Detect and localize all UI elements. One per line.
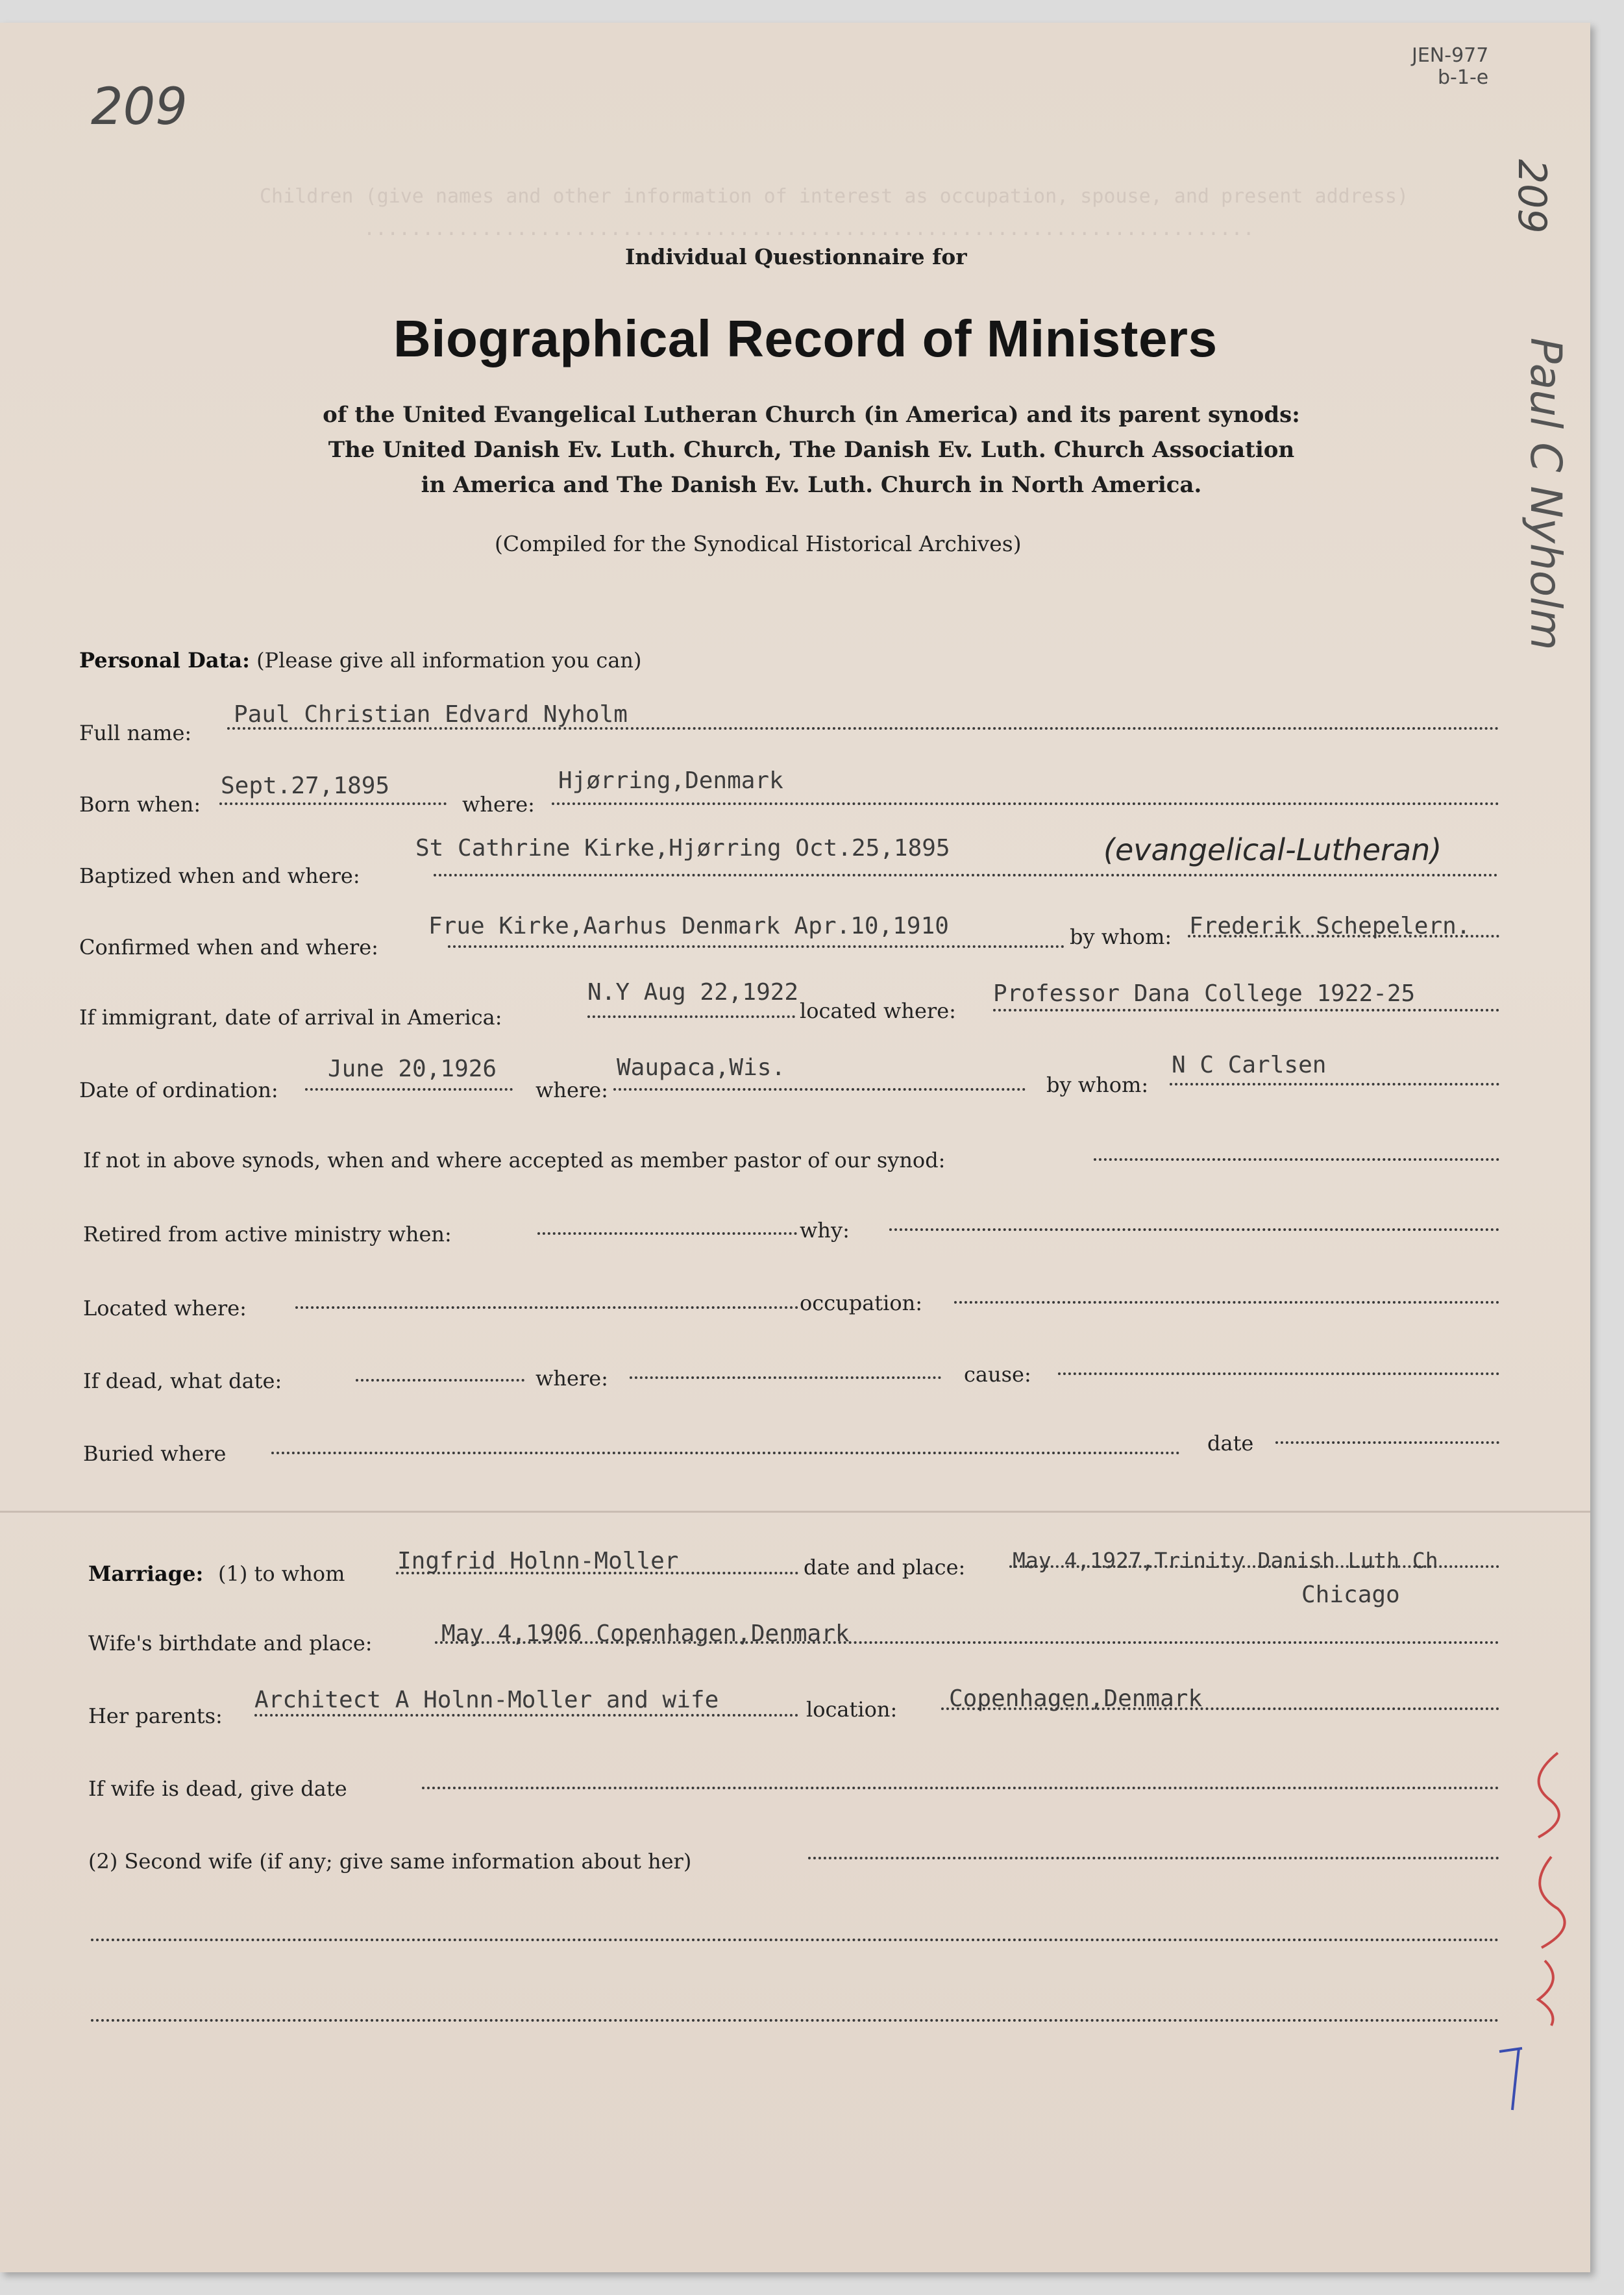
ordination-by-label: by whom: bbox=[1046, 1073, 1149, 1097]
born-where-value: Hjørring,Denmark bbox=[558, 767, 783, 794]
located-label: located where: bbox=[800, 999, 956, 1023]
date-place-value-line2: Chicago bbox=[1301, 1582, 1400, 1608]
ordination-label: Date of ordination: bbox=[79, 1078, 278, 1102]
margin-number-annotation: 209 bbox=[1509, 159, 1555, 234]
dead-date-label: If dead, what date: bbox=[83, 1369, 282, 1393]
located-where-line[interactable] bbox=[295, 1306, 798, 1309]
born-where-line[interactable] bbox=[552, 802, 1499, 805]
first-wife-label: (1) to whom bbox=[218, 1561, 345, 1586]
ordination-where-line[interactable] bbox=[613, 1088, 1026, 1091]
immigrant-line[interactable] bbox=[587, 1015, 795, 1018]
born-when-line[interactable] bbox=[219, 802, 447, 805]
cause-label: cause: bbox=[964, 1362, 1031, 1387]
dead-date-line[interactable] bbox=[356, 1379, 524, 1382]
born-when-label: Born when: bbox=[79, 792, 201, 817]
dead-where-label: where: bbox=[535, 1366, 608, 1391]
baptized-line[interactable] bbox=[434, 874, 1498, 876]
buried-date-label: date bbox=[1207, 1431, 1254, 1456]
immigrant-value: N.Y Aug 22,1922 bbox=[587, 979, 799, 1006]
ordination-by-line[interactable] bbox=[1170, 1083, 1499, 1085]
why-line[interactable] bbox=[889, 1228, 1499, 1231]
immigrant-label: If immigrant, date of arrival in America: bbox=[79, 1005, 502, 1030]
section-note: (Please give all information you can) bbox=[256, 648, 642, 673]
bleed-through-text: Children (give names and other information of interest as occupation, spouse, and present address) bbox=[260, 185, 1409, 208]
page-title: Biographical Record of Ministers bbox=[393, 310, 1218, 367]
buried-date-line[interactable] bbox=[1275, 1441, 1499, 1444]
wife-dead-label: If wife is dead, give date bbox=[88, 1776, 347, 1801]
marriage-label bbox=[88, 1561, 203, 1586]
confirmed-label: Confirmed when and where: bbox=[79, 935, 378, 960]
first-wife-value: Ingfrid Holnn-Moller bbox=[397, 1548, 679, 1574]
wife-birth-label: Wife's birthdate and place: bbox=[88, 1631, 373, 1656]
cause-line[interactable] bbox=[1058, 1372, 1499, 1375]
dead-where-line[interactable] bbox=[630, 1376, 941, 1379]
margin-name-annotation: Paul C Nyholm bbox=[1521, 338, 1571, 651]
second-wife-line-3[interactable] bbox=[91, 2019, 1499, 2022]
buried-line[interactable] bbox=[271, 1452, 1180, 1454]
why-label: why: bbox=[800, 1218, 850, 1243]
archive-code-line1: JEN-977 bbox=[1412, 44, 1489, 67]
located-value: Professor Dana College 1922-25 bbox=[993, 980, 1416, 1007]
baptized-label: Baptized when and where: bbox=[79, 863, 360, 888]
ordination-where-label: where: bbox=[535, 1078, 608, 1102]
born-when-value: Sept.27,1895 bbox=[221, 773, 390, 799]
born-where-label: where: bbox=[462, 792, 535, 817]
second-wife-line-2[interactable] bbox=[91, 1939, 1499, 1941]
red-signature bbox=[1512, 1740, 1584, 2032]
located-where-label: Located where: bbox=[83, 1296, 247, 1321]
second-wife-line[interactable] bbox=[808, 1857, 1499, 1859]
blue-pen-mark bbox=[1493, 2039, 1532, 2116]
wife-dead-line[interactable] bbox=[422, 1787, 1499, 1789]
pre-title: Individual Questionnaire for bbox=[625, 244, 967, 269]
confirmed-by-label: by whom: bbox=[1070, 924, 1172, 949]
full-name-label: Full name: bbox=[79, 721, 192, 745]
baptized-value: St Cathrine Kirke,Hjørring Oct.25,1895 bbox=[415, 835, 950, 862]
retired-label: Retired from active ministry when: bbox=[83, 1222, 452, 1247]
compiled-note: (Compiled for the Synodical Historical Archives) bbox=[495, 531, 1022, 556]
location-label: location: bbox=[806, 1697, 898, 1722]
retired-line[interactable] bbox=[537, 1232, 797, 1235]
section-label: Personal Data: bbox=[79, 648, 250, 673]
located-line[interactable] bbox=[993, 1009, 1499, 1011]
ordination-where-value: Waupaca,Wis. bbox=[617, 1054, 786, 1081]
confirmed-line[interactable] bbox=[448, 945, 1064, 948]
buried-label: Buried where bbox=[83, 1441, 227, 1466]
date-place-value: May 4,1927,Trinity Danish Luth Ch bbox=[1013, 1548, 1438, 1573]
page-number-annotation: 209 bbox=[91, 78, 188, 136]
occupation-label: occupation: bbox=[800, 1291, 923, 1315]
parents-label: Her parents: bbox=[88, 1704, 223, 1728]
parents-value: Architect A Holnn-Moller and wife bbox=[254, 1687, 719, 1713]
not-in-synod-line[interactable] bbox=[1094, 1158, 1499, 1161]
location-value: Copenhagen,Denmark bbox=[949, 1685, 1203, 1712]
wife-birth-value: May 4,1906 Copenhagen,Denmark bbox=[441, 1620, 850, 1647]
ordination-line[interactable] bbox=[305, 1088, 513, 1091]
ordination-value: June 20,1926 bbox=[328, 1056, 497, 1082]
paper-fold bbox=[0, 1511, 1590, 1513]
confirmed-value: Frue Kirke,Aarhus Denmark Apr.10,1910 bbox=[428, 913, 949, 939]
second-wife-label: (2) Second wife (if any; give same information about her) bbox=[88, 1849, 692, 1874]
occupation-line[interactable] bbox=[954, 1301, 1499, 1304]
subtitle bbox=[299, 397, 1324, 502]
date-place-label: date and place: bbox=[804, 1555, 966, 1580]
bleed-through-text: ............................................................................ bbox=[363, 217, 1255, 240]
baptized-note: (evangelical-Lutheran) bbox=[1103, 832, 1442, 867]
archive-code-line2: b-1-e bbox=[1438, 66, 1489, 89]
personal-data-heading bbox=[79, 648, 642, 673]
not-in-synod-label: If not in above synods, when and where accepted as member pastor of our synod: bbox=[83, 1148, 946, 1172]
full-name-value: Paul Christian Edvard Nyholm bbox=[234, 701, 628, 728]
subtitle-line: in America and The Danish Ev. Luth. Church in North America. bbox=[421, 472, 1202, 498]
ordination-by-value: N C Carlsen bbox=[1172, 1052, 1327, 1078]
subtitle-line: The United Danish Ev. Luth. Church, The Danish Ev. Luth. Church Association bbox=[328, 437, 1295, 463]
section-label: Marriage: bbox=[88, 1561, 204, 1586]
subtitle-line: of the United Evangelical Lutheran Church (in America) and its parent synods: bbox=[323, 402, 1300, 428]
parents-line[interactable] bbox=[254, 1714, 798, 1717]
confirmed-by-value: Frederik Schepelern. bbox=[1189, 913, 1471, 939]
